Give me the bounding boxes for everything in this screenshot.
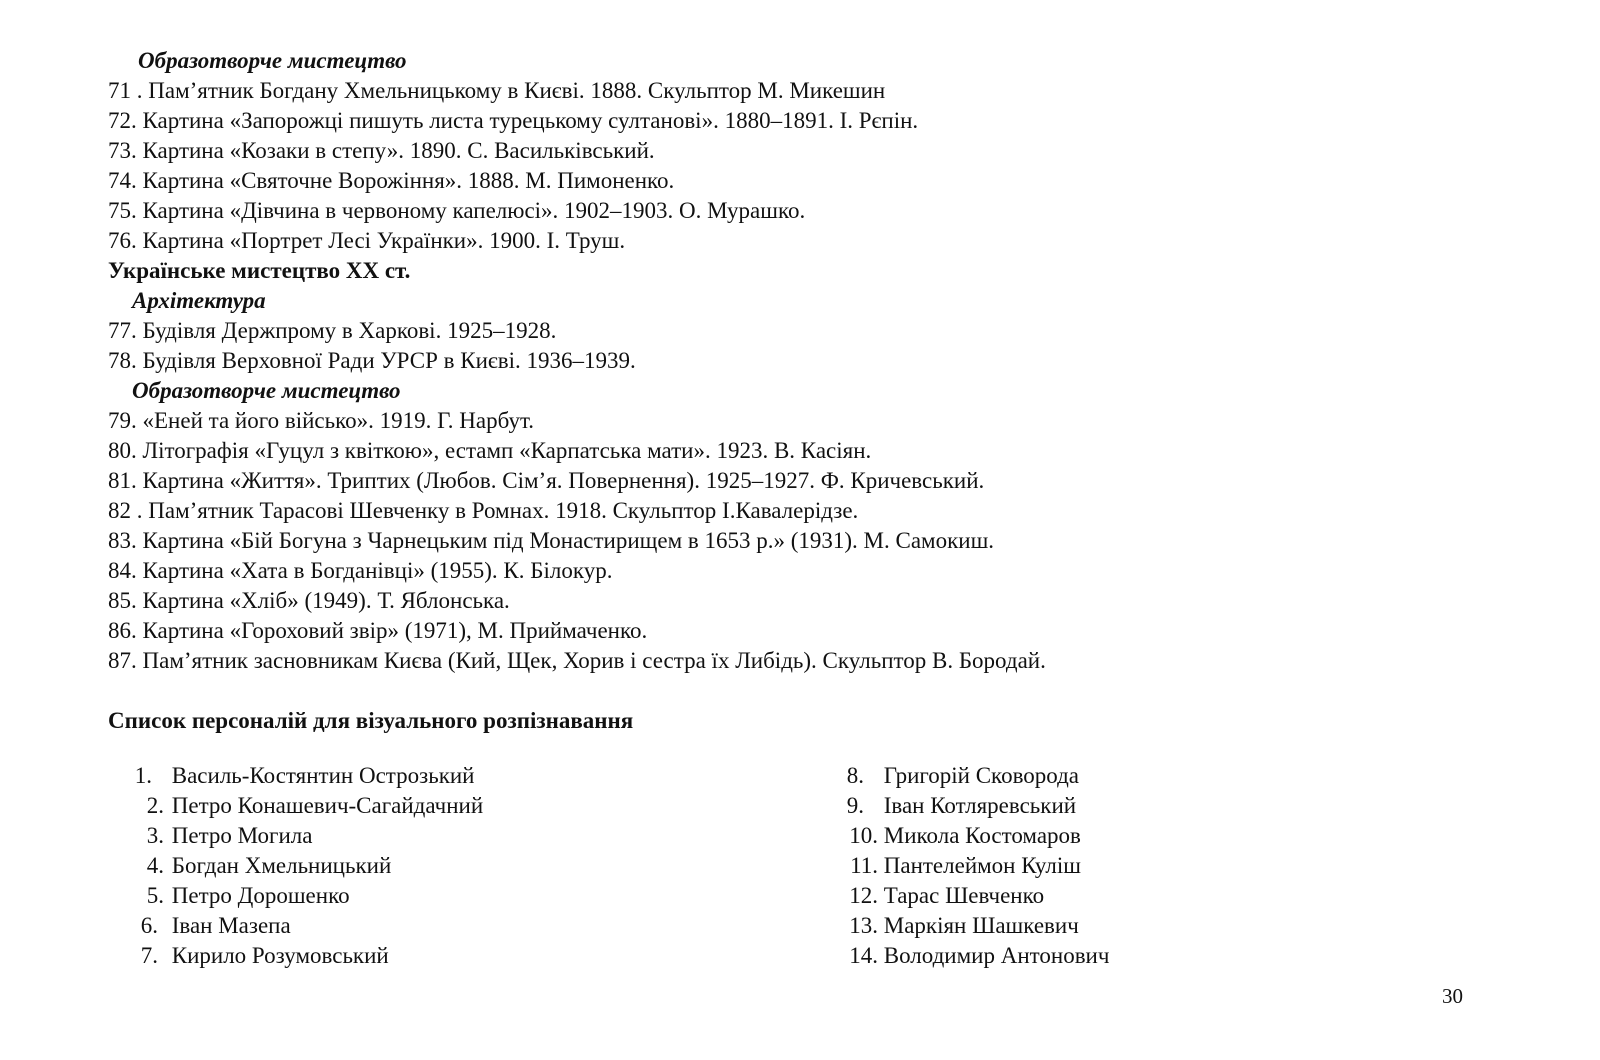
person-number: 7. xyxy=(140,943,158,968)
persons-right-item xyxy=(844,791,1076,821)
list-item-73: 73. Картина «Козаки в степу». 1890. С. Васильківський. xyxy=(108,138,655,163)
person-name: Петро Могила xyxy=(171,823,313,848)
person-name: Володимир Антонович xyxy=(883,943,1110,968)
list-item-74: 74. Картина «Святочне Ворожіння». 1888. М. Пимоненко. xyxy=(108,168,675,193)
person-number: 12. xyxy=(849,883,878,908)
list-item-77: 77. Будівля Держпрому в Харкові. 1925–1928. xyxy=(108,318,557,343)
persons-left-item xyxy=(128,761,475,791)
subheading-fine-art-2: Образотворче мистецтво xyxy=(132,378,401,403)
heading-xx-century: Українське мистецтво ХХ ст. xyxy=(108,258,411,283)
list-item-84: 84. Картина «Хата в Богданівці» (1955). К. Білокур. xyxy=(108,558,613,583)
list-item-83: 83. Картина «Бій Богуна з Чарнецьким під Монастирищем в 1653 р.» (1931). М. Самокиш. xyxy=(108,528,995,553)
person-name: Григорій Сковорода xyxy=(883,763,1080,788)
list-item-79: 79. «Еней та його військо». 1919. Г. Нарбут. xyxy=(108,408,535,433)
person-name: Іван Котляревський xyxy=(883,793,1077,818)
list-item-81: 81. Картина «Життя». Триптих (Любов. Сім’я. Повернення). 1925–1927. Ф. Кричевський. xyxy=(108,468,985,493)
persons-right-item xyxy=(844,761,1079,791)
list-item-72: 72. Картина «Запорожці пишуть листа турецькому султанові». 1880–1891. І. Рєпін. xyxy=(108,108,919,133)
person-number: 2. xyxy=(146,793,164,818)
person-number: 6. xyxy=(140,913,158,938)
persons-left-item xyxy=(128,821,312,851)
persons-left-item xyxy=(128,911,291,941)
person-name: Богдан Хмельницький xyxy=(171,853,392,878)
page-number: 30 xyxy=(1442,984,1463,1008)
persons-left-item xyxy=(128,941,389,971)
person-name: Петро Дорошенко xyxy=(171,883,350,908)
list-item-85: 85. Картина «Хліб» (1949). Т. Яблонська. xyxy=(108,588,510,613)
list-item-76: 76. Картина «Портрет Лесі Українки». 1900. І. Труш. xyxy=(108,228,626,253)
person-number: 4. xyxy=(146,853,164,878)
persons-left-item xyxy=(128,791,483,821)
persons-left-item xyxy=(128,851,391,881)
person-name: Пантелеймон Куліш xyxy=(883,853,1081,878)
subheading-fine-art-1: Образотворче мистецтво xyxy=(138,48,407,73)
person-number: 3. xyxy=(146,823,164,848)
subheading-architecture: Архітектура xyxy=(132,288,266,313)
person-name: Маркіян Шашкевич xyxy=(883,913,1079,938)
persons-right-item xyxy=(844,911,1079,941)
list-item-80: 80. Літографія «Гуцул з квіткою», естамп «Карпатська мати». 1923. В. Касіян. xyxy=(108,438,872,463)
person-name: Василь-Костянтин Острозький xyxy=(171,763,475,788)
persons-right-item xyxy=(844,941,1109,971)
persons-left-item xyxy=(128,881,350,911)
person-number: 14. xyxy=(849,943,878,968)
person-number: 13. xyxy=(849,913,878,938)
list-item-87: 87. Пам’ятник засновникам Києва (Кий, Щек, Хорив і сестра їх Либідь). Скульптор В. Бородай. xyxy=(108,648,1046,673)
list-item-82: 82 . Пам’ятник Тарасові Шевченку в Ромнах. 1918. Скульптор І.Кавалерідзе. xyxy=(108,498,859,523)
list-item-86: 86. Картина «Гороховий звір» (1971), М. Приймаченко. xyxy=(108,618,648,643)
person-number: 8. xyxy=(846,763,864,788)
person-number: 5. xyxy=(146,883,164,908)
persons-right-item xyxy=(844,851,1081,881)
persons-heading: Список персоналій для візуального розпізнавання xyxy=(108,708,634,733)
person-number: 11. xyxy=(850,853,878,878)
list-item-75: 75. Картина «Дівчина в червоному капелюсі». 1902–1903. О. Мурашко. xyxy=(108,198,806,223)
person-name: Іван Мазепа xyxy=(171,913,291,938)
person-name: Петро Конашевич-Сагайдачний xyxy=(171,793,484,818)
persons-right-item xyxy=(844,821,1081,851)
person-name: Микола Костомаров xyxy=(883,823,1081,848)
person-number: 1. xyxy=(134,763,152,788)
person-name: Кирило Розумовський xyxy=(171,943,389,968)
person-name: Тарас Шевченко xyxy=(883,883,1045,908)
persons-right-item xyxy=(844,881,1044,911)
list-item-71: 71 . Пам’ятник Богдану Хмельницькому в Києві. 1888. Скульптор М. Микешин xyxy=(108,78,886,103)
list-item-78: 78. Будівля Верховної Ради УРСР в Києві. 1936–1939. xyxy=(108,348,636,373)
person-number: 9. xyxy=(846,793,864,818)
person-number: 10. xyxy=(849,823,878,848)
